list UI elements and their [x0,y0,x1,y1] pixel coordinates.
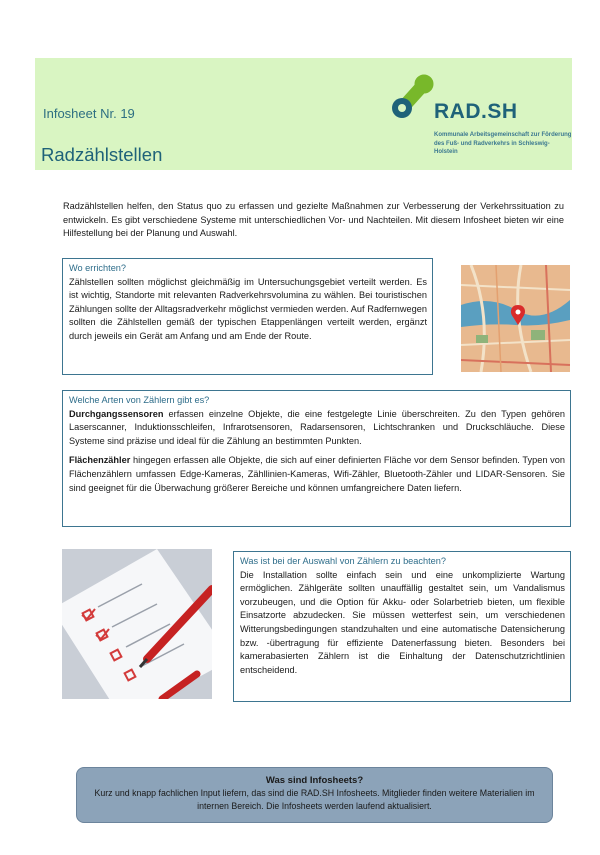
types-term-1: Durchgangssensoren [69,408,164,419]
where-section [62,258,433,375]
location-pin-map-icon [461,265,570,372]
types-text-1: erfassen einzelne Objekte, die eine festgelegte Linie überschreiten. Zu den Typen gehören Laserscanner, Induktionsschleifen, Infrarotsensoren, Radarsensoren, Lichtschranken und Druckschläuche. Diese Systeme sind präzise und ideal für die Zählung an bestimmten Punkten. [69,408,565,446]
where-title: Wo errichten? [69,263,127,273]
types-term-2: Flächenzähler [69,455,131,466]
checklist-pen-icon [62,549,212,699]
types-text-2: hingegen erfassen alle Objekte, die sich auf einer definierten Fläche vor dem Sensor befinden. Typen von Flächenzählern umfassen Edge-Kameras, Zähllinien-Kameras, Wifi-Zähler, Bluetooth-Zähler und LIDAR-Sensoren. Sie sind geeignet für die Überwachung größerer Bereiche und können umfangreichere Daten liefern. [69,455,565,493]
page-title: Radzählstellen [41,144,163,165]
selection-text: Die Installation sollte einfach sein und eine unkomplizierte Wartung ermöglichen. Zählgeräte sollten unauffällig gestaltet sein, um Vandalismus vorzubeugen, und die Option für Akku- oder Solarbetrieb bieten, um flexible Einsatzorte abzudecken. Sie müssen wetterfest sein, um verschiedenen Witterungsbedingungen standzuhalten und eine automatische Datensicherung bzw. -übertragung für effiziente Datenerfassung bieten. Besonders bei kamerabasierten Zählern ist die Einhaltung der Datenschutzrichtlinien entscheidend. [240,569,565,675]
footer-title: Was sind Infosheets? [265,775,364,786]
checklist-image [62,549,212,699]
selection-section [233,551,571,702]
types-paragraph-2 [69,454,565,495]
city-map-image [461,265,570,372]
logo-subtitle: Kommunale Arbeitsgemeinschaft zur Förderung des Fuß- und Radverkehrs in Schleswig-Holstein [434,132,572,155]
types-paragraph-1 [69,408,565,449]
rad-sh-logo [390,70,570,166]
types-title: Welche Arten von Zählern gibt es? [69,395,210,405]
logo-name: RAD.SH [434,100,518,123]
intro-text: Radzählstellen helfen, den Status quo zu erfassen und gezielte Maßnahmen zur Verbesserung der Verkehrssituation zu entwickeln. Es gibt verschiedene Systeme mit unterschiedlichen Vor- und Nachteilen. Mit diesem Infosheet bieten wir eine Hilfestellung bei der Planung und Auswahl. [63,201,564,239]
header-banner [35,58,572,170]
selection-title: Was ist bei der Auswahl von Zählern zu beachten? [240,556,446,566]
infosheet-number: Infosheet Nr. 19 [43,106,135,121]
footer-box [76,767,553,823]
footer-text: Kurz und knapp fachlichen Input liefern, das sind die RAD.SH Infosheets. Mitglieder finden weitere Materialien im internen Bereich. Die Infosheets werden laufend aktualisiert. [94,788,535,811]
types-section [62,390,571,527]
where-text: Zählstellen sollten möglichst gleichmäßig im Untersuchungsgebiet verteilt werden. Es ist wichtig, Standorte mit relevanten Radverkehrsvolumina zu wählen. Bei touristischen Zählungen sollte der Alltagsradverkehr möglichst vermieden werden. Auf Radfernwegen sollten die Zählstellen gemäß der typischen Etappenlängen verteilt werden, ergänzt durch jeweils ein Gerät am Anfang und am Ende der Route. [69,276,427,341]
